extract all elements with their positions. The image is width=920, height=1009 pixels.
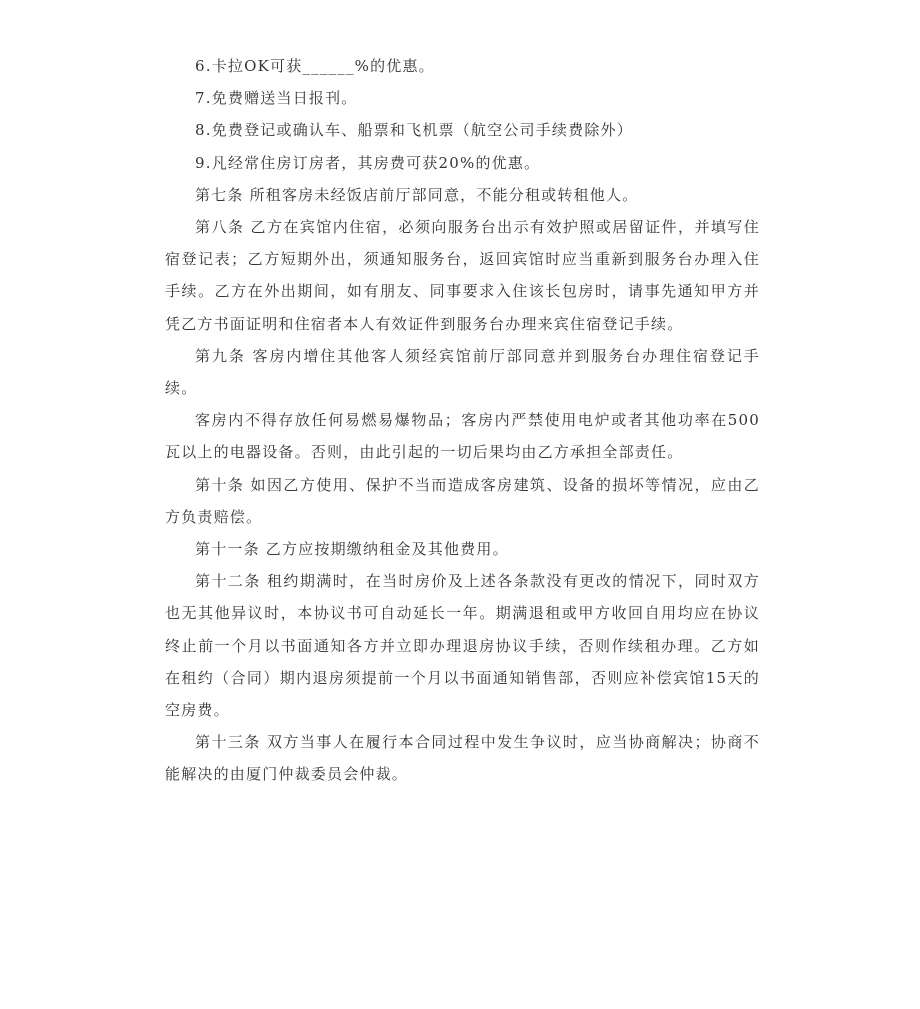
paragraph-article-7: 第七条 所租客房未经饭店前厅部同意，不能分租或转租他人。 — [195, 185, 639, 204]
paragraph-article-9: 第九条 客房内增住其他客人须经宾馆前厅部同意并到服务台办理住宿登记手续。 — [165, 346, 760, 398]
paragraph-item-7-newspaper: 7.免费赠送当日报刊。 — [195, 89, 358, 108]
paragraph-article-11: 第十一条 乙方应按期缴纳租金及其他费用。 — [195, 540, 509, 559]
paragraph-article-13: 第十三条 双方当事人在履行本合同过程中发生争议时，应当协商解决；协商不能解决的由厦门仲裁委员会仲裁。 — [165, 733, 760, 784]
paragraph-article-10: 第十条 如因乙方使用、保护不当而造成客房建筑、设备的损坏等情况，应由乙方负责赔偿。 — [165, 475, 760, 526]
paragraph-item-6-karaoke: 6.卡拉OK可获______%的优惠。 — [195, 57, 435, 75]
paragraph-article-9-continued: 客房内不得存放任何易燃易爆物品；客房内严禁使用电炉或者其他功率在500瓦以上的电器设备。否则，由此引起的一切后果均由乙方承担全部责任。 — [165, 411, 760, 462]
paragraph-article-12: 第十二条 租约期满时，在当时房价及上述各条款没有更改的情况下，同时双方也无其他异议时，本协议书可自动延长一年。期满退租或甲方收回自用均应在协议终止前一个月以书面通知各方并立即办理退房协议手续，否则作续租办理。乙方如在租约（合同）期内退房须提前一个月以书面通知销售部，否则应补偿宾馆15天的空房费。 — [165, 572, 760, 720]
document-body — [165, 50, 760, 791]
paragraph-article-8: 第八条 乙方在宾馆内住宿，必须向服务台出示有效护照或居留证件，并填写住宿登记表；乙方短期外出，须通知服务台，返回宾馆时应当重新到服务台办理入住手续。乙方在外出期间，如有朋友、同事要求入住该长包房时，请事先通知甲方并凭乙方书面证明和住宿者本人有效证件到服务台办理来宾住宿登记手续。 — [165, 218, 760, 333]
paragraph-item-8-tickets: 8.免费登记或确认车、船票和飞机票（航空公司手续费除外） — [195, 121, 633, 140]
paragraph-item-9-discount: 9.凡经常住房订房者，其房费可获20%的优惠。 — [195, 153, 541, 172]
